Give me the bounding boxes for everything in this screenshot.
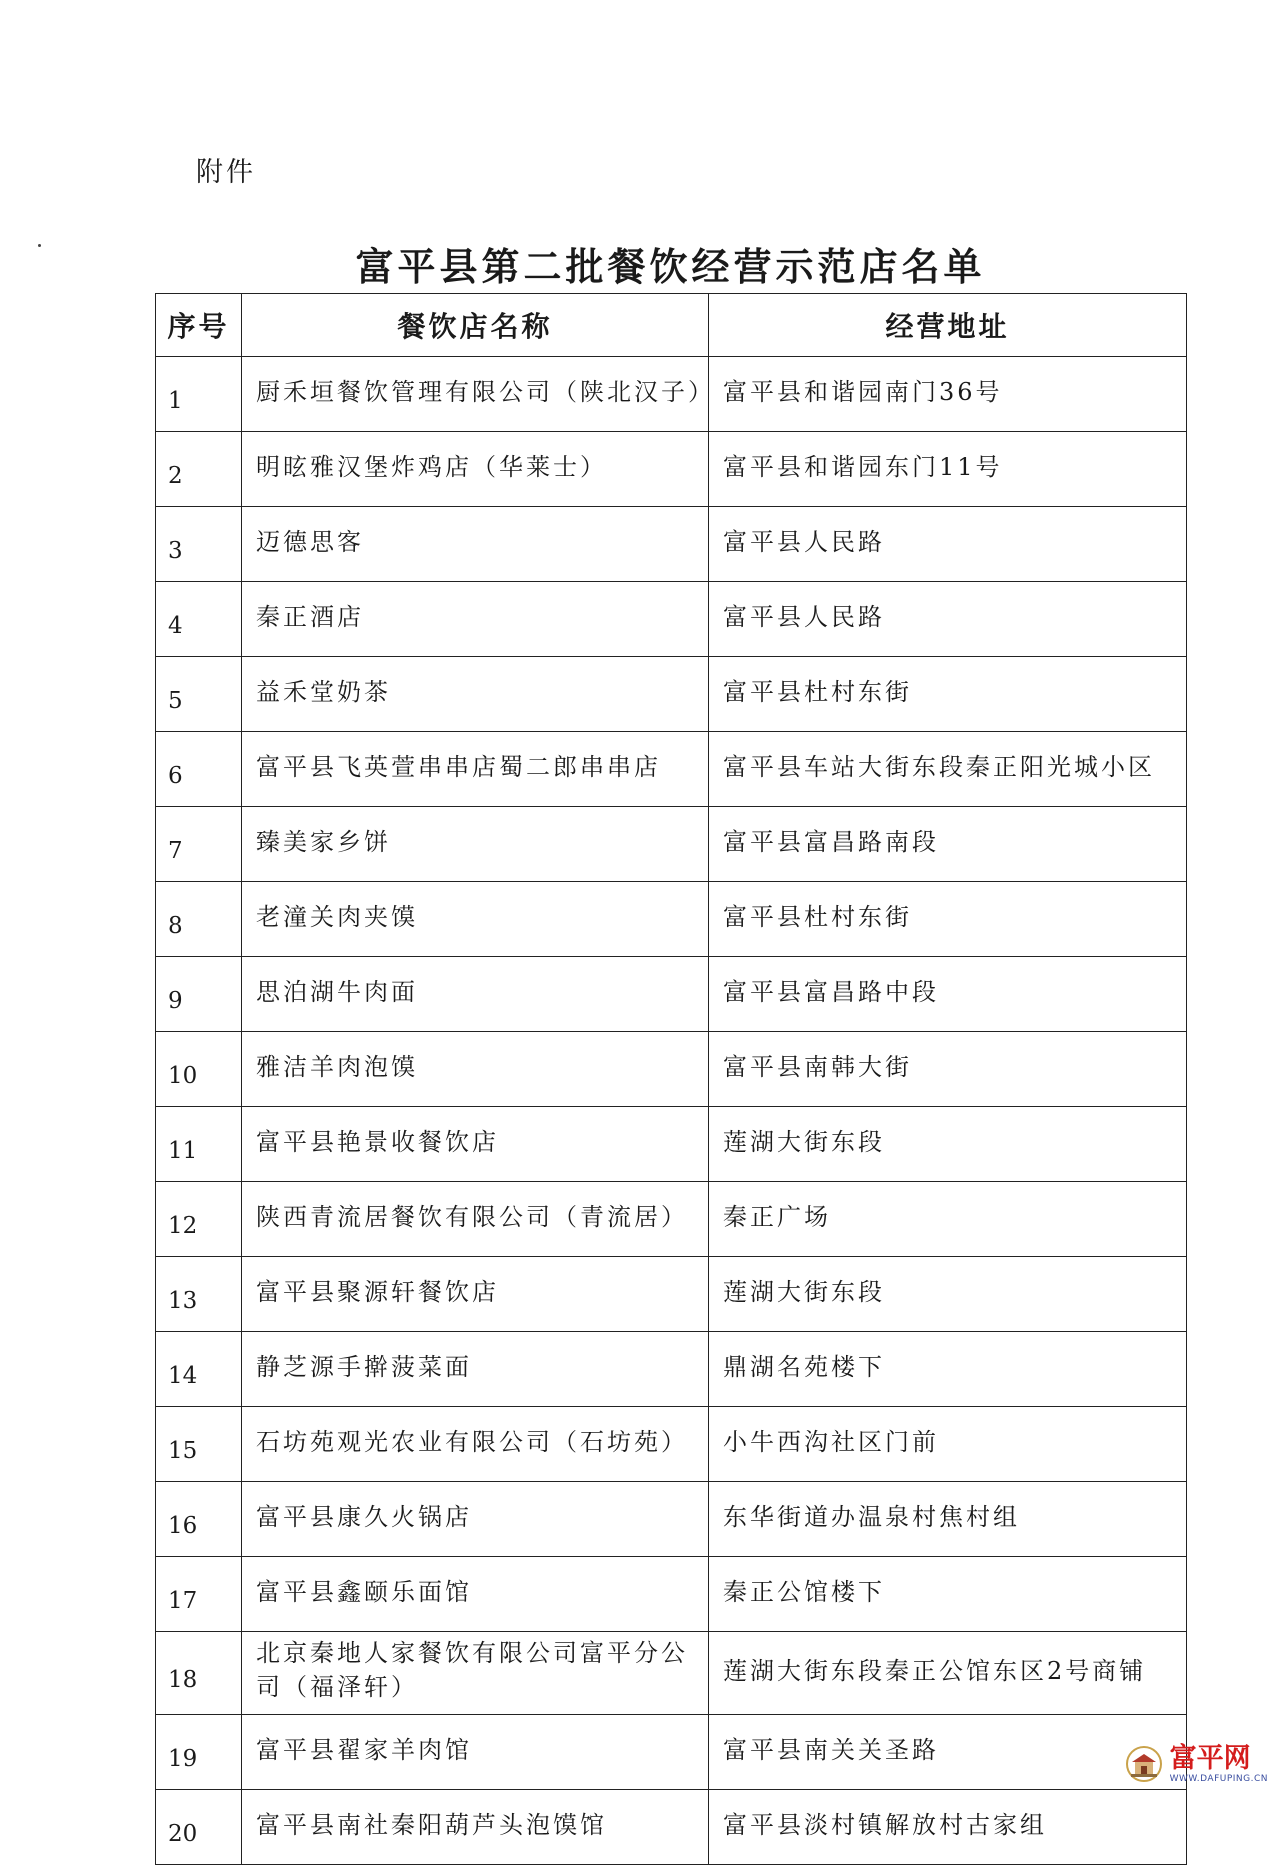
row-number: 20 bbox=[156, 1790, 242, 1865]
row-number: 10 bbox=[156, 1032, 242, 1107]
scan-speck bbox=[38, 244, 41, 247]
restaurant-address: 小牛西沟社区门前 bbox=[709, 1407, 1187, 1482]
watermark-site-name: 富平网 bbox=[1169, 1743, 1251, 1774]
row-number: 7 bbox=[156, 807, 242, 882]
table-row bbox=[156, 1482, 1187, 1557]
row-number: 16 bbox=[156, 1482, 242, 1557]
header-number: 序号 bbox=[156, 294, 242, 357]
restaurant-address: 富平县淡村镇解放村古家组 bbox=[709, 1790, 1187, 1865]
table-row bbox=[156, 357, 1187, 432]
header-restaurant-name: 餐饮店名称 bbox=[242, 294, 709, 357]
restaurant-name: 陕西青流居餐饮有限公司（青流居） bbox=[242, 1182, 709, 1257]
table-row bbox=[156, 957, 1187, 1032]
restaurant-name: 富平县康久火锅店 bbox=[242, 1482, 709, 1557]
restaurant-name: 北京秦地人家餐饮有限公司富平分公司（福泽轩） bbox=[242, 1632, 709, 1715]
row-number: 13 bbox=[156, 1257, 242, 1332]
table-row bbox=[156, 1107, 1187, 1182]
table-row bbox=[156, 732, 1187, 807]
restaurant-address: 莲湖大街东段 bbox=[709, 1257, 1187, 1332]
table-row bbox=[156, 1332, 1187, 1407]
table-header-row bbox=[156, 294, 1187, 357]
document-title: 富平县第二批餐饮经营示范店名单 bbox=[355, 244, 986, 289]
restaurant-address: 富平县富昌路南段 bbox=[709, 807, 1187, 882]
table-row bbox=[156, 807, 1187, 882]
restaurant-address: 秦正广场 bbox=[709, 1182, 1187, 1257]
attachment-label: 附件 bbox=[196, 157, 256, 188]
row-number: 3 bbox=[156, 507, 242, 582]
restaurant-table bbox=[155, 293, 1187, 1865]
row-number: 17 bbox=[156, 1557, 242, 1632]
table-row bbox=[156, 507, 1187, 582]
restaurant-address: 秦正公馆楼下 bbox=[709, 1557, 1187, 1632]
restaurant-address: 东华街道办温泉村焦村组 bbox=[709, 1482, 1187, 1557]
row-number: 18 bbox=[156, 1632, 242, 1715]
row-number: 14 bbox=[156, 1332, 242, 1407]
table-row bbox=[156, 657, 1187, 732]
header-address: 经营地址 bbox=[709, 294, 1187, 357]
restaurant-name: 富平县翟家羊肉馆 bbox=[242, 1715, 709, 1790]
row-number: 19 bbox=[156, 1715, 242, 1790]
row-number: 4 bbox=[156, 582, 242, 657]
restaurant-address: 莲湖大街东段 bbox=[709, 1107, 1187, 1182]
table-row bbox=[156, 432, 1187, 507]
restaurant-address: 富平县人民路 bbox=[709, 507, 1187, 582]
table-row bbox=[156, 882, 1187, 957]
restaurant-name: 明昡雅汉堡炸鸡店（华莱士） bbox=[242, 432, 709, 507]
restaurant-address: 富平县富昌路中段 bbox=[709, 957, 1187, 1032]
table-row bbox=[156, 1715, 1187, 1790]
row-number: 9 bbox=[156, 957, 242, 1032]
table-row bbox=[156, 1407, 1187, 1482]
table-row bbox=[156, 1557, 1187, 1632]
restaurant-address: 富平县杜村东街 bbox=[709, 657, 1187, 732]
table-row bbox=[156, 1182, 1187, 1257]
restaurant-address: 富平县和谐园东门11号 bbox=[709, 432, 1187, 507]
table-row bbox=[156, 1257, 1187, 1332]
restaurant-name: 富平县聚源轩餐饮店 bbox=[242, 1257, 709, 1332]
restaurant-address: 富平县车站大街东段秦正阳光城小区 bbox=[709, 732, 1187, 807]
restaurant-name: 厨禾垣餐饮管理有限公司（陕北汉子） bbox=[242, 357, 709, 432]
row-number: 2 bbox=[156, 432, 242, 507]
restaurant-name: 富平县南社秦阳葫芦头泡馍馆 bbox=[242, 1790, 709, 1865]
restaurant-name: 雅洁羊肉泡馍 bbox=[242, 1032, 709, 1107]
watermark-url: WWW.DAFUPING.CN bbox=[1169, 1774, 1268, 1784]
table-row bbox=[156, 1632, 1187, 1715]
row-number: 8 bbox=[156, 882, 242, 957]
restaurant-name: 秦正酒店 bbox=[242, 582, 709, 657]
restaurant-address: 莲湖大街东段秦正公馆东区2号商铺 bbox=[709, 1632, 1187, 1715]
row-number: 15 bbox=[156, 1407, 242, 1482]
restaurant-name: 益禾堂奶茶 bbox=[242, 657, 709, 732]
row-number: 12 bbox=[156, 1182, 242, 1257]
restaurant-name: 石坊苑观光农业有限公司（石坊苑） bbox=[242, 1407, 709, 1482]
table-row bbox=[156, 1032, 1187, 1107]
row-number: 1 bbox=[156, 357, 242, 432]
row-number: 6 bbox=[156, 732, 242, 807]
row-number: 11 bbox=[156, 1107, 242, 1182]
restaurant-name: 富平县艳景收餐饮店 bbox=[242, 1107, 709, 1182]
row-number: 5 bbox=[156, 657, 242, 732]
restaurant-name: 臻美家乡饼 bbox=[242, 807, 709, 882]
restaurant-name: 富平县飞英萱串串店蜀二郎串串店 bbox=[242, 732, 709, 807]
table-row bbox=[156, 1790, 1187, 1865]
restaurant-address: 富平县和谐园南门36号 bbox=[709, 357, 1187, 432]
restaurant-name: 富平县鑫颐乐面馆 bbox=[242, 1557, 709, 1632]
restaurant-name: 老潼关肉夹馍 bbox=[242, 882, 709, 957]
site-watermark bbox=[1124, 1740, 1268, 1788]
restaurant-address: 富平县南韩大街 bbox=[709, 1032, 1187, 1107]
gate-tower-logo-icon bbox=[1124, 1745, 1164, 1783]
table-row bbox=[156, 582, 1187, 657]
restaurant-address: 富平县人民路 bbox=[709, 582, 1187, 657]
restaurant-address: 富平县南关关圣路 bbox=[709, 1715, 1187, 1790]
restaurant-address: 富平县杜村东街 bbox=[709, 882, 1187, 957]
restaurant-address: 鼎湖名苑楼下 bbox=[709, 1332, 1187, 1407]
restaurant-name: 迈德思客 bbox=[242, 507, 709, 582]
restaurant-name: 思泊湖牛肉面 bbox=[242, 957, 709, 1032]
restaurant-name: 静芝源手擀菠菜面 bbox=[242, 1332, 709, 1407]
